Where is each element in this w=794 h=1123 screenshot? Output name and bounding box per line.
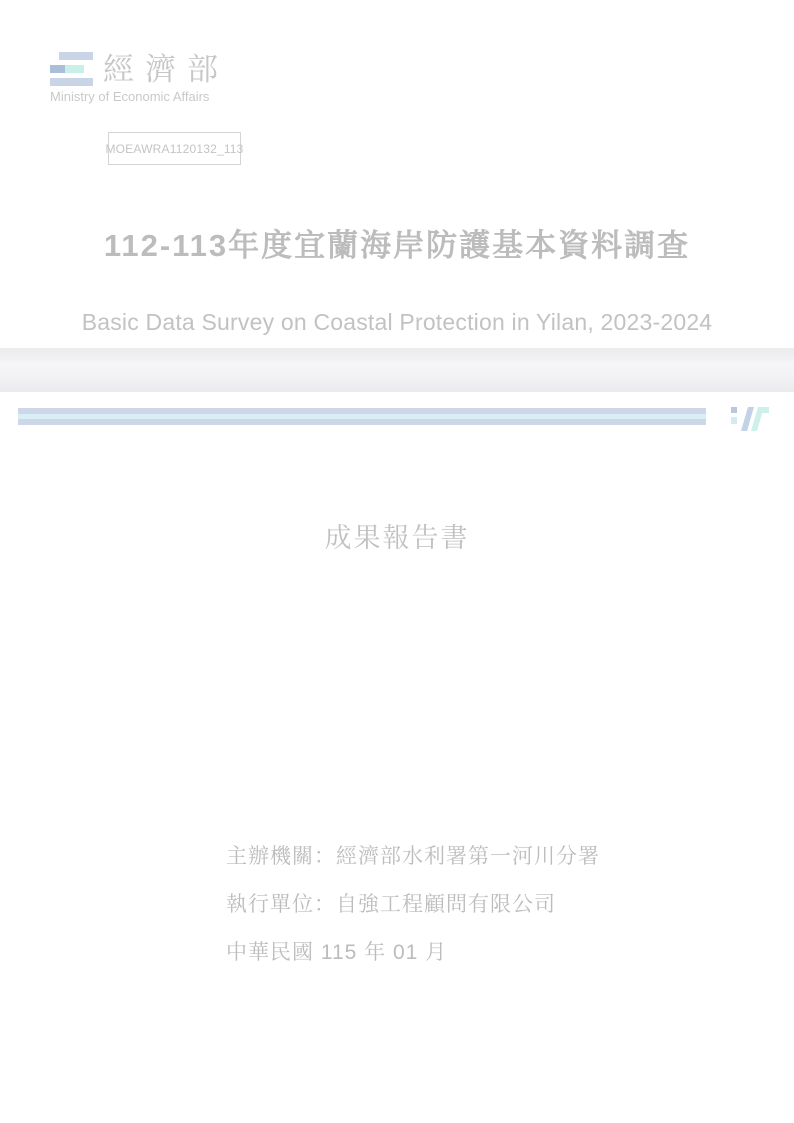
agency-name-en: Ministry of Economic Affairs [50, 89, 210, 104]
moea-bar-middle-cyan [65, 65, 84, 73]
footer-block [226, 846, 600, 990]
moea-bar-bottom [50, 78, 93, 86]
report-code: MOEAWRA1120132_113 [105, 141, 244, 156]
stripe-bottom-blue [18, 419, 706, 425]
wave-logo-icon [731, 402, 769, 432]
report-type-label: 成果報告書 [324, 523, 470, 553]
moea-bar-middle-blue [50, 65, 65, 73]
moea-bars-icon [50, 52, 93, 88]
date-line: 中華民國 115 年 01 月 [226, 941, 448, 964]
stripe-rule [18, 408, 706, 425]
report-title-en: Basic Data Survey on Coastal Protection in Yilan, 2023-2024 [81, 309, 713, 335]
report-title-zh: 112-113年度宜蘭海岸防護基本資料調查 [103, 228, 691, 263]
gray-band-divider [0, 348, 794, 392]
agency-name-zh: 經濟部 [103, 52, 229, 87]
report-code-box [105, 132, 244, 165]
moea-bar-top [59, 52, 93, 60]
organizer-line: 主辦機關：經濟部水利署第一河川分署 [226, 845, 600, 868]
executor-line: 執行單位：自強工程顧問有限公司 [226, 893, 556, 916]
